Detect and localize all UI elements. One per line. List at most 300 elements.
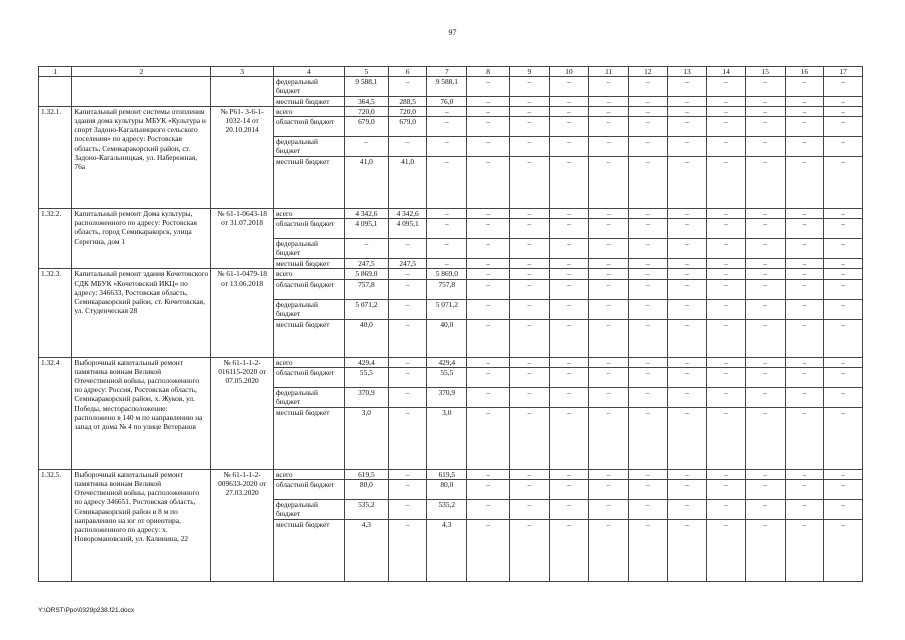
empty-year-cell: – (628, 520, 667, 582)
header-cell: 4 (273, 67, 344, 77)
empty-year-cell: – (589, 357, 629, 367)
empty-year-cell: – (509, 137, 549, 157)
empty-year-cell: – (549, 387, 589, 407)
amount-v6: – (388, 407, 427, 469)
empty-year-cell: – (589, 77, 629, 96)
amount-v5: 80,0 (344, 480, 388, 500)
empty-year-cell: – (628, 157, 667, 209)
amount-v6: – (388, 357, 427, 367)
empty-year-cell: – (785, 357, 824, 367)
empty-year-cell: – (549, 299, 589, 319)
funding-source: областной бюджет (273, 480, 344, 500)
empty-year-cell: – (467, 279, 510, 299)
amount-v6: – (388, 137, 427, 157)
amount-v5: 619,5 (344, 469, 388, 479)
empty-year-cell: – (707, 500, 746, 520)
amount-v7: 76,0 (427, 96, 467, 106)
amount-v5: 41,0 (344, 157, 388, 209)
empty-year-cell: – (467, 319, 510, 357)
empty-year-cell: – (667, 480, 707, 500)
empty-year-cell: – (707, 259, 746, 269)
item-name: Капитальный ремонт системы отопления здания дома культуры МБУК «Культура и спорт Задоно-Кагальницкого сельского поселения» по адресу: Ростовская область, Семикаракорский район, ст. Задоно-Кагальницкая, ул. Набережная, 76а (72, 106, 211, 208)
funding-source: областной бюджет (273, 117, 344, 137)
funding-source: всего (273, 106, 344, 116)
empty-year-cell: – (824, 219, 863, 239)
empty-year-cell: – (667, 96, 707, 106)
empty-year-cell: – (509, 407, 549, 469)
empty-year-cell: – (707, 96, 746, 106)
funding-source: местный бюджет (273, 319, 344, 357)
empty-year-cell: – (745, 117, 785, 137)
empty-year-cell: – (707, 480, 746, 500)
empty-year-cell: – (707, 469, 746, 479)
amount-v6: 41,0 (388, 157, 427, 209)
empty-year-cell: – (549, 96, 589, 106)
empty-year-cell: – (628, 357, 667, 367)
item-name: Капитальный ремонт Дома культуры, расположенного по адресу: Ростовская область, город Семикаракорск, улица Серегина, дом 1 (72, 209, 211, 269)
empty-year-cell: – (745, 407, 785, 469)
empty-year-cell: – (745, 209, 785, 219)
item-doc: № 61-1-0643-18 от 31.07.2018 (211, 209, 274, 269)
empty-year-cell: – (467, 96, 510, 106)
empty-year-cell: – (589, 96, 629, 106)
empty-year-cell: – (467, 500, 510, 520)
empty-year-cell: – (509, 157, 549, 209)
header-cell: 14 (707, 67, 746, 77)
empty-year-cell: – (467, 520, 510, 582)
empty-year-cell: – (509, 96, 549, 106)
empty-year-cell: – (824, 96, 863, 106)
amount-v5: 9 588,1 (344, 77, 388, 96)
empty-year-cell: – (707, 106, 746, 116)
header-cell: 12 (628, 67, 667, 77)
empty-year-cell: – (589, 157, 629, 209)
empty-year-cell: – (667, 469, 707, 479)
empty-year-cell: – (549, 367, 589, 387)
empty-year-cell: – (589, 269, 629, 279)
table-row (39, 269, 863, 279)
empty-year-cell: – (467, 219, 510, 239)
empty-year-cell: – (785, 279, 824, 299)
empty-year-cell: – (549, 500, 589, 520)
empty-year-cell: – (467, 117, 510, 137)
cont-name-cell (72, 77, 211, 107)
empty-year-cell: – (785, 259, 824, 269)
item-doc: № 61-1-1-2-009633-2020 от 27.03.2020 (211, 469, 274, 581)
empty-year-cell: – (589, 480, 629, 500)
empty-year-cell: – (824, 137, 863, 157)
budget-table (38, 66, 863, 582)
empty-year-cell: – (549, 106, 589, 116)
amount-v6: – (388, 269, 427, 279)
empty-year-cell: – (589, 209, 629, 219)
empty-year-cell: – (745, 279, 785, 299)
funding-source: федеральный бюджет (273, 500, 344, 520)
amount-v7: 40,0 (427, 319, 467, 357)
amount-v6: – (388, 469, 427, 479)
empty-year-cell: – (824, 387, 863, 407)
empty-year-cell: – (589, 469, 629, 479)
empty-year-cell: – (549, 117, 589, 137)
empty-year-cell: – (549, 157, 589, 209)
amount-v7: – (427, 259, 467, 269)
empty-year-cell: – (707, 319, 746, 357)
amount-v7: – (427, 209, 467, 219)
header-cell: 10 (549, 67, 589, 77)
empty-year-cell: – (785, 96, 824, 106)
empty-year-cell: – (824, 520, 863, 582)
empty-year-cell: – (509, 279, 549, 299)
empty-year-cell: – (667, 319, 707, 357)
header-cell: 5 (344, 67, 388, 77)
empty-year-cell: – (589, 367, 629, 387)
empty-year-cell: – (467, 157, 510, 209)
empty-year-cell: – (509, 239, 549, 259)
empty-year-cell: – (745, 269, 785, 279)
amount-v5: 40,0 (344, 319, 388, 357)
empty-year-cell: – (745, 500, 785, 520)
empty-year-cell: – (589, 299, 629, 319)
amount-v5: 3,0 (344, 407, 388, 469)
funding-source: местный бюджет (273, 96, 344, 106)
empty-year-cell: – (509, 299, 549, 319)
amount-v6: – (388, 239, 427, 259)
empty-year-cell: – (745, 367, 785, 387)
empty-year-cell: – (467, 299, 510, 319)
empty-year-cell: – (589, 239, 629, 259)
amount-v6: – (388, 480, 427, 500)
header-cell: 15 (745, 67, 785, 77)
empty-year-cell: – (785, 500, 824, 520)
amount-v6: 4 342,6 (388, 209, 427, 219)
amount-v7: 80,0 (427, 480, 467, 500)
empty-year-cell: – (824, 117, 863, 137)
header-cell: 6 (388, 67, 427, 77)
empty-year-cell: – (667, 387, 707, 407)
empty-year-cell: – (509, 106, 549, 116)
amount-v7: 5 071,2 (427, 299, 467, 319)
header-cell: 9 (509, 67, 549, 77)
empty-year-cell: – (785, 469, 824, 479)
empty-year-cell: – (785, 157, 824, 209)
empty-year-cell: – (667, 367, 707, 387)
empty-year-cell: – (745, 319, 785, 357)
empty-year-cell: – (745, 520, 785, 582)
empty-year-cell: – (745, 106, 785, 116)
amount-v5: 55,5 (344, 367, 388, 387)
empty-year-cell: – (785, 117, 824, 137)
empty-year-cell: – (667, 279, 707, 299)
empty-year-cell: – (589, 407, 629, 469)
table-row (39, 357, 863, 367)
empty-year-cell: – (667, 137, 707, 157)
amount-v6: 679,0 (388, 117, 427, 137)
empty-year-cell: – (824, 357, 863, 367)
empty-year-cell: – (628, 387, 667, 407)
empty-year-cell: – (785, 299, 824, 319)
empty-year-cell: – (628, 117, 667, 137)
empty-year-cell: – (824, 469, 863, 479)
empty-year-cell: – (628, 469, 667, 479)
empty-year-cell: – (745, 96, 785, 106)
empty-year-cell: – (667, 299, 707, 319)
empty-year-cell: – (707, 239, 746, 259)
empty-year-cell: – (467, 357, 510, 367)
empty-year-cell: – (745, 77, 785, 96)
header-cell: 8 (467, 67, 510, 77)
amount-v7: – (427, 137, 467, 157)
amount-v6: 4 095,1 (388, 219, 427, 239)
empty-year-cell: – (628, 106, 667, 116)
amount-v7: – (427, 117, 467, 137)
amount-v6: 247,5 (388, 259, 427, 269)
item-number: 1.32.2. (39, 209, 72, 269)
amount-v5: 720,0 (344, 106, 388, 116)
cont-doc-cell (211, 77, 274, 107)
empty-year-cell: – (745, 299, 785, 319)
amount-v5: 5 071,2 (344, 299, 388, 319)
empty-year-cell: – (628, 219, 667, 239)
empty-year-cell: – (824, 299, 863, 319)
header-cell: 2 (72, 67, 211, 77)
empty-year-cell: – (745, 357, 785, 367)
amount-v5: 757,8 (344, 279, 388, 299)
amount-v6: – (388, 387, 427, 407)
empty-year-cell: – (785, 137, 824, 157)
funding-source: федеральный бюджет (273, 77, 344, 96)
amount-v7: 3,0 (427, 407, 467, 469)
empty-year-cell: – (509, 319, 549, 357)
empty-year-cell: – (785, 407, 824, 469)
amount-v6: – (388, 77, 427, 96)
header-cell: 16 (785, 67, 824, 77)
empty-year-cell: – (785, 77, 824, 96)
item-number: 1.32.3. (39, 269, 72, 357)
empty-year-cell: – (824, 500, 863, 520)
amount-v7: – (427, 106, 467, 116)
empty-year-cell: – (467, 367, 510, 387)
amount-v6: – (388, 367, 427, 387)
empty-year-cell: – (745, 137, 785, 157)
amount-v5: 4,3 (344, 520, 388, 582)
funding-source: федеральный бюджет (273, 387, 344, 407)
empty-year-cell: – (824, 209, 863, 219)
empty-year-cell: – (549, 357, 589, 367)
empty-year-cell: – (707, 279, 746, 299)
item-name: Выборочный капитальный ремонт памятника воинам Великой Отечественной войны, расположенного по адресу: Россия, Ростовская область, Семикаракорский район, х. Жуков, ул. Победы, месторасположение: расположено в 140 м по направлению на запад от дома № 4 по улице Ветеранов (72, 357, 211, 469)
funding-source: местный бюджет (273, 259, 344, 269)
empty-year-cell: – (589, 520, 629, 582)
empty-year-cell: – (785, 209, 824, 219)
empty-year-cell: – (549, 77, 589, 96)
empty-year-cell: – (785, 219, 824, 239)
empty-year-cell: – (707, 137, 746, 157)
item-doc: № 61-1-1-2-016115-2020 от 07.05.2020 (211, 357, 274, 469)
empty-year-cell: – (707, 209, 746, 219)
empty-year-cell: – (589, 117, 629, 137)
funding-source: областной бюджет (273, 367, 344, 387)
empty-year-cell: – (824, 480, 863, 500)
funding-source: областной бюджет (273, 279, 344, 299)
empty-year-cell: – (549, 480, 589, 500)
header-cell: 1 (39, 67, 72, 77)
empty-year-cell: – (707, 117, 746, 137)
empty-year-cell: – (707, 77, 746, 96)
empty-year-cell: – (549, 219, 589, 239)
empty-year-cell: – (628, 407, 667, 469)
empty-year-cell: – (549, 319, 589, 357)
empty-year-cell: – (549, 209, 589, 219)
header-cell: 7 (427, 67, 467, 77)
amount-v6: – (388, 500, 427, 520)
empty-year-cell: – (549, 259, 589, 269)
empty-year-cell: – (628, 480, 667, 500)
item-doc: № 61-1-0479-18 от 13.06.2018 (211, 269, 274, 357)
empty-year-cell: – (785, 480, 824, 500)
empty-year-cell: – (667, 500, 707, 520)
funding-source: местный бюджет (273, 157, 344, 209)
empty-year-cell: – (785, 269, 824, 279)
empty-year-cell: – (467, 407, 510, 469)
header-cell: 11 (589, 67, 629, 77)
item-name: Выборочный капитальный ремонт памятника воинам Великой Отечественной войны, расположенного по адресу 346651. Ростовская область, Семикаракорский район в 8 м по направлению на юг от ориентира, расположенного по адресу: х. Новоромановский, ул. Калинина, 22 (72, 469, 211, 581)
funding-source: местный бюджет (273, 520, 344, 582)
amount-v5: 247,5 (344, 259, 388, 269)
amount-v5: 4 095,1 (344, 219, 388, 239)
empty-year-cell: – (824, 407, 863, 469)
page-number: 97 (448, 28, 457, 37)
empty-year-cell: – (707, 387, 746, 407)
item-number: 1.32.4 (39, 357, 72, 469)
empty-year-cell: – (628, 500, 667, 520)
empty-year-cell: – (589, 219, 629, 239)
funding-source: всего (273, 209, 344, 219)
amount-v5: – (344, 239, 388, 259)
amount-v7: 4,3 (427, 520, 467, 582)
empty-year-cell: – (628, 259, 667, 269)
empty-year-cell: – (589, 259, 629, 269)
empty-year-cell: – (824, 239, 863, 259)
amount-v5: 364,5 (344, 96, 388, 106)
amount-v6: – (388, 279, 427, 299)
funding-source: федеральный бюджет (273, 299, 344, 319)
empty-year-cell: – (589, 319, 629, 357)
empty-year-cell: – (824, 259, 863, 269)
empty-year-cell: – (745, 259, 785, 269)
empty-year-cell: – (745, 239, 785, 259)
empty-year-cell: – (467, 106, 510, 116)
amount-v5: – (344, 137, 388, 157)
table-row (39, 77, 863, 96)
empty-year-cell: – (707, 407, 746, 469)
empty-year-cell: – (549, 279, 589, 299)
empty-year-cell: – (785, 319, 824, 357)
empty-year-cell: – (667, 269, 707, 279)
amount-v7: – (427, 157, 467, 209)
table-row (39, 469, 863, 479)
empty-year-cell: – (509, 219, 549, 239)
empty-year-cell: – (785, 239, 824, 259)
empty-year-cell: – (824, 269, 863, 279)
footer-path: Y:\ORST\Ppo\0329p238.f21.docx (38, 607, 135, 614)
header-cell: 13 (667, 67, 707, 77)
funding-source: областной бюджет (273, 219, 344, 239)
header-cell: 3 (211, 67, 274, 77)
amount-v7: 429,4 (427, 357, 467, 367)
funding-source: всего (273, 469, 344, 479)
funding-source: местный бюджет (273, 407, 344, 469)
empty-year-cell: – (467, 259, 510, 269)
empty-year-cell: – (589, 387, 629, 407)
empty-year-cell: – (785, 367, 824, 387)
empty-year-cell: – (549, 407, 589, 469)
empty-year-cell: – (549, 520, 589, 582)
empty-year-cell: – (509, 77, 549, 96)
amount-v7: 757,8 (427, 279, 467, 299)
empty-year-cell: – (667, 407, 707, 469)
amount-v5: 679,0 (344, 117, 388, 137)
empty-year-cell: – (467, 387, 510, 407)
empty-year-cell: – (509, 520, 549, 582)
empty-year-cell: – (824, 106, 863, 116)
amount-v6: – (388, 520, 427, 582)
amount-v6: 288,5 (388, 96, 427, 106)
empty-year-cell: – (785, 106, 824, 116)
empty-year-cell: – (628, 367, 667, 387)
funding-source: федеральный бюджет (273, 137, 344, 157)
amount-v7: 55,5 (427, 367, 467, 387)
empty-year-cell: – (467, 209, 510, 219)
empty-year-cell: – (467, 137, 510, 157)
table-row (39, 106, 863, 116)
empty-year-cell: – (667, 520, 707, 582)
empty-year-cell: – (707, 367, 746, 387)
empty-year-cell: – (509, 117, 549, 137)
amount-v5: 5 869,0 (344, 269, 388, 279)
amount-v5: 429,4 (344, 357, 388, 367)
amount-v5: 535,2 (344, 500, 388, 520)
empty-year-cell: – (824, 319, 863, 357)
empty-year-cell: – (628, 269, 667, 279)
empty-year-cell: – (707, 219, 746, 239)
header-row (39, 67, 863, 77)
amount-v7: – (427, 219, 467, 239)
empty-year-cell: – (745, 387, 785, 407)
amount-v5: 4 342,6 (344, 209, 388, 219)
empty-year-cell: – (667, 77, 707, 96)
empty-year-cell: – (467, 480, 510, 500)
empty-year-cell: – (824, 279, 863, 299)
empty-year-cell: – (707, 520, 746, 582)
empty-year-cell: – (628, 239, 667, 259)
empty-year-cell: – (589, 137, 629, 157)
empty-year-cell: – (628, 77, 667, 96)
empty-year-cell: – (745, 480, 785, 500)
empty-year-cell: – (589, 106, 629, 116)
empty-year-cell: – (707, 157, 746, 209)
empty-year-cell: – (628, 279, 667, 299)
empty-year-cell: – (707, 357, 746, 367)
amount-v7: 370,9 (427, 387, 467, 407)
empty-year-cell: – (467, 469, 510, 479)
empty-year-cell: – (509, 500, 549, 520)
amount-v6: 720,0 (388, 106, 427, 116)
empty-year-cell: – (509, 480, 549, 500)
empty-year-cell: – (667, 117, 707, 137)
empty-year-cell: – (824, 157, 863, 209)
empty-year-cell: – (549, 239, 589, 259)
empty-year-cell: – (549, 469, 589, 479)
